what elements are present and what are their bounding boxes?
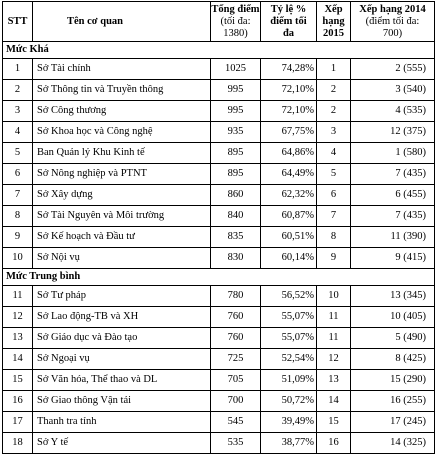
table-row — [3, 164, 435, 185]
table-row — [3, 248, 435, 269]
cell-stt: 5 — [3, 143, 33, 164]
cell-stt: 3 — [3, 101, 33, 122]
table-row — [3, 286, 435, 307]
cell-agency-name: Sở Khoa học và Công nghệ — [33, 122, 211, 143]
cell-percent: 74,28% — [261, 59, 317, 80]
header-total — [211, 2, 261, 42]
header-pct-line: Tỷ lệ % — [270, 3, 307, 15]
section-title: Mức Trung bình — [3, 269, 435, 286]
cell-rank-2014: 6 (455) — [351, 185, 435, 206]
cell-percent: 60,51% — [261, 227, 317, 248]
cell-rank-2014: 3 (540) — [351, 80, 435, 101]
cell-rank-2015: 2 — [317, 80, 351, 101]
cell-total-score: 835 — [211, 227, 261, 248]
header-total-line: (tối đa: — [220, 15, 251, 27]
header-rank-2014-line: 700) — [382, 27, 403, 39]
cell-agency-name: Ban Quản lý Khu Kinh tế — [33, 143, 211, 164]
cell-stt: 13 — [3, 328, 33, 349]
header-pct-line: đa — [282, 27, 295, 39]
cell-rank-2015: 8 — [317, 227, 351, 248]
table-row — [3, 227, 435, 248]
cell-stt: 9 — [3, 227, 33, 248]
cell-total-score: 995 — [211, 80, 261, 101]
cell-rank-2015: 6 — [317, 185, 351, 206]
cell-rank-2015: 9 — [317, 248, 351, 269]
header-total-line: 1380) — [223, 27, 248, 39]
cell-rank-2014: 7 (435) — [351, 164, 435, 185]
cell-agency-name: Sở Văn hóa, Thể thao và DL — [33, 370, 211, 391]
header-rank-2014-line: Xếp hạng 2014 — [359, 3, 426, 15]
table-row — [3, 328, 435, 349]
cell-percent: 62,32% — [261, 185, 317, 206]
cell-stt: 16 — [3, 391, 33, 412]
table-row — [3, 101, 435, 122]
cell-total-score: 935 — [211, 122, 261, 143]
header-rank-2014-line: (điểm tối đa: — [365, 15, 420, 27]
cell-total-score: 705 — [211, 370, 261, 391]
cell-agency-name: Sở Công thương — [33, 101, 211, 122]
cell-rank-2014: 13 (345) — [351, 286, 435, 307]
table-row — [3, 433, 435, 454]
cell-stt: 17 — [3, 412, 33, 433]
cell-total-score: 535 — [211, 433, 261, 454]
header-pct — [261, 2, 317, 42]
cell-stt: 12 — [3, 307, 33, 328]
cell-rank-2014: 5 (490) — [351, 328, 435, 349]
cell-rank-2015: 4 — [317, 143, 351, 164]
cell-total-score: 1025 — [211, 59, 261, 80]
cell-rank-2015: 2 — [317, 101, 351, 122]
cell-rank-2014: 9 (415) — [351, 248, 435, 269]
cell-total-score: 860 — [211, 185, 261, 206]
header-rank-2015-line: Xếp — [324, 3, 343, 15]
cell-total-score: 760 — [211, 328, 261, 349]
cell-stt: 15 — [3, 370, 33, 391]
table-row — [3, 206, 435, 227]
cell-rank-2014: 8 (425) — [351, 349, 435, 370]
cell-agency-name: Sở Giáo dục và Đào tạo — [33, 328, 211, 349]
cell-rank-2015: 14 — [317, 391, 351, 412]
table-body — [3, 42, 435, 454]
cell-percent: 55,07% — [261, 307, 317, 328]
ranking-table — [2, 1, 435, 454]
cell-percent: 72,10% — [261, 80, 317, 101]
cell-rank-2015: 5 — [317, 164, 351, 185]
cell-rank-2014: 11 (390) — [351, 227, 435, 248]
cell-stt: 6 — [3, 164, 33, 185]
table-row — [3, 143, 435, 164]
cell-total-score: 840 — [211, 206, 261, 227]
header-row — [3, 2, 435, 42]
header-rank-2015 — [317, 2, 351, 42]
cell-total-score: 830 — [211, 248, 261, 269]
cell-total-score: 895 — [211, 164, 261, 185]
cell-total-score: 895 — [211, 143, 261, 164]
header-rank-2014 — [351, 2, 435, 42]
cell-stt: 14 — [3, 349, 33, 370]
table-row — [3, 185, 435, 206]
header-pct-line: điểm tối — [270, 15, 307, 27]
table-row — [3, 307, 435, 328]
cell-agency-name: Sở Giao thông Vận tải — [33, 391, 211, 412]
table-row — [3, 349, 435, 370]
cell-stt: 10 — [3, 248, 33, 269]
cell-agency-name: Sở Xây dựng — [33, 185, 211, 206]
table-row — [3, 412, 435, 433]
cell-agency-name: Sở Kế hoạch và Đầu tư — [33, 227, 211, 248]
cell-stt: 11 — [3, 286, 33, 307]
cell-percent: 72,10% — [261, 101, 317, 122]
cell-rank-2015: 15 — [317, 412, 351, 433]
table-header — [3, 2, 435, 42]
cell-agency-name: Sở Thông tin và Truyền thông — [33, 80, 211, 101]
cell-rank-2014: 15 (290) — [351, 370, 435, 391]
section-header-row — [3, 42, 435, 59]
cell-rank-2014: 16 (255) — [351, 391, 435, 412]
cell-stt: 4 — [3, 122, 33, 143]
header-rank-2015-line: hạng — [322, 15, 345, 27]
cell-total-score: 725 — [211, 349, 261, 370]
table-row — [3, 59, 435, 80]
cell-percent: 50,72% — [261, 391, 317, 412]
cell-rank-2015: 16 — [317, 433, 351, 454]
table-row — [3, 122, 435, 143]
cell-total-score: 760 — [211, 307, 261, 328]
cell-percent: 39,49% — [261, 412, 317, 433]
header-rank-2015-line: 2015 — [323, 27, 344, 39]
cell-rank-2015: 7 — [317, 206, 351, 227]
table-row — [3, 370, 435, 391]
cell-agency-name: Sở Tài Nguyên và Môi trường — [33, 206, 211, 227]
table-row — [3, 391, 435, 412]
cell-rank-2014: 4 (535) — [351, 101, 435, 122]
section-title: Mức Khá — [3, 42, 435, 59]
cell-agency-name: Sở Y tế — [33, 433, 211, 454]
cell-percent: 51,09% — [261, 370, 317, 391]
cell-stt: 18 — [3, 433, 33, 454]
cell-rank-2014: 14 (325) — [351, 433, 435, 454]
cell-total-score: 780 — [211, 286, 261, 307]
cell-rank-2014: 1 (580) — [351, 143, 435, 164]
cell-rank-2015: 3 — [317, 122, 351, 143]
cell-rank-2015: 10 — [317, 286, 351, 307]
cell-agency-name: Sở Tư pháp — [33, 286, 211, 307]
cell-rank-2015: 11 — [317, 328, 351, 349]
cell-percent: 56,52% — [261, 286, 317, 307]
cell-agency-name: Sở Ngoại vụ — [33, 349, 211, 370]
cell-agency-name: Sở Lao động-TB và XH — [33, 307, 211, 328]
cell-percent: 60,14% — [261, 248, 317, 269]
cell-rank-2014: 7 (435) — [351, 206, 435, 227]
cell-percent: 55,07% — [261, 328, 317, 349]
header-name: Tên cơ quan — [33, 2, 211, 42]
cell-agency-name: Thanh tra tỉnh — [33, 412, 211, 433]
cell-percent: 38,77% — [261, 433, 317, 454]
cell-rank-2014: 2 (555) — [351, 59, 435, 80]
cell-rank-2014: 10 (405) — [351, 307, 435, 328]
cell-agency-name: Sở Nông nghiệp và PTNT — [33, 164, 211, 185]
cell-total-score: 995 — [211, 101, 261, 122]
section-header-row — [3, 269, 435, 286]
cell-percent: 60,87% — [261, 206, 317, 227]
header-total-line: Tổng điểm — [211, 3, 260, 15]
cell-total-score: 700 — [211, 391, 261, 412]
cell-percent: 64,86% — [261, 143, 317, 164]
cell-stt: 2 — [3, 80, 33, 101]
cell-rank-2014: 17 (245) — [351, 412, 435, 433]
cell-agency-name: Sở Nội vụ — [33, 248, 211, 269]
cell-percent: 67,75% — [261, 122, 317, 143]
table-row — [3, 80, 435, 101]
cell-stt: 7 — [3, 185, 33, 206]
cell-rank-2015: 11 — [317, 307, 351, 328]
cell-rank-2015: 1 — [317, 59, 351, 80]
cell-agency-name: Sở Tài chính — [33, 59, 211, 80]
cell-rank-2015: 12 — [317, 349, 351, 370]
cell-percent: 64,49% — [261, 164, 317, 185]
cell-total-score: 545 — [211, 412, 261, 433]
header-stt: STT — [3, 2, 33, 42]
cell-percent: 52,54% — [261, 349, 317, 370]
cell-stt: 1 — [3, 59, 33, 80]
cell-rank-2014: 12 (375) — [351, 122, 435, 143]
cell-stt: 8 — [3, 206, 33, 227]
cell-rank-2015: 13 — [317, 370, 351, 391]
